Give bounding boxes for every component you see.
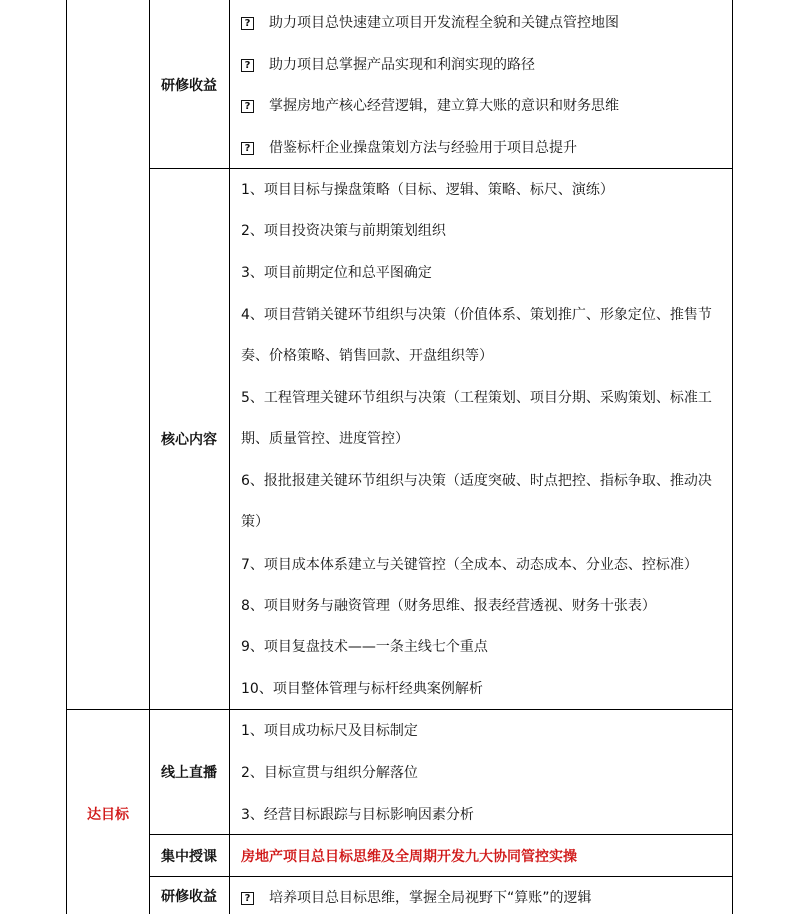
content-line: 5、工程管理关键环节组织与决策（工程策划、项目分期、采购策划、标准工 [241, 390, 712, 406]
content-line: 4、项目营销关键环节组织与决策（价值体系、策划推广、形象定位、推售节 [241, 307, 712, 323]
table-border-right [732, 0, 733, 914]
row-label-core-content: 核心内容 [161, 432, 217, 448]
gain-item: 掌握房地产核心经营逻辑，建立算大账的意识和财务思维 [269, 98, 619, 114]
content-line: 期、质量管控、进度管控） [241, 431, 409, 447]
live-line: 2、目标宣贯与组织分解落位 [241, 765, 418, 781]
row-label-live-stream: 线上直播 [161, 765, 217, 781]
checkbox-icon: ? [241, 100, 254, 113]
row-label-concentrated-class: 集中授课 [161, 849, 217, 865]
live-line: 1、项目成功标尺及目标制定 [241, 723, 418, 739]
content-line: 奏、价格策略、销售回款、开盘组织等） [241, 348, 493, 364]
table-divider-col2 [229, 0, 230, 914]
content-line: 10、项目整体管理与标杆经典案例解析 [241, 681, 483, 697]
row-divider [149, 834, 733, 835]
gain-item: 助力项目总快速建立项目开发流程全貌和关键点管控地图 [269, 15, 619, 31]
content-line: 1、项目目标与操盘策略（目标、逻辑、策略、标尺、演练） [241, 182, 614, 198]
content-line: 7、项目成本体系建立与关键管控（全成本、动态成本、分业态、控标准） [241, 557, 698, 573]
content-line: 3、项目前期定位和总平图确定 [241, 265, 432, 281]
checkbox-icon: ? [241, 892, 254, 905]
content-line: 策） [241, 514, 269, 530]
content-line: 9、项目复盘技术——一条主线七个重点 [241, 639, 488, 655]
content-line: 8、项目财务与融资管理（财务思维、报表经营透视、财务十张表） [241, 598, 656, 614]
checkbox-icon: ? [241, 142, 254, 155]
row-divider [66, 709, 733, 710]
content-line: 2、项目投资决策与前期策划组织 [241, 223, 446, 239]
live-line: 3、经营目标跟踪与目标影响因素分析 [241, 807, 474, 823]
row-divider [149, 168, 733, 169]
row-label-gains: 研修收益 [161, 889, 217, 905]
gain-item: 借鉴标杆企业操盘策划方法与经验用于项目总提升 [269, 140, 577, 156]
category-label-achieve-goal: 达目标 [87, 807, 129, 823]
row-label-gains: 研修收益 [161, 78, 217, 94]
table-border-left [66, 0, 67, 914]
class-title: 房地产项目总目标思维及全周期开发九大协同管控实操 [241, 849, 577, 865]
row-divider [149, 876, 733, 877]
checkbox-icon: ? [241, 59, 254, 72]
gain-item: 培养项目总目标思维，掌握全局视野下“算账”的逻辑 [269, 890, 592, 906]
content-line: 6、报批报建关键环节组织与决策（适度突破、时点把控、指标争取、推动决 [241, 473, 712, 489]
checkbox-icon: ? [241, 17, 254, 30]
gain-item: 助力项目总掌握产品实现和利润实现的路径 [269, 57, 535, 73]
